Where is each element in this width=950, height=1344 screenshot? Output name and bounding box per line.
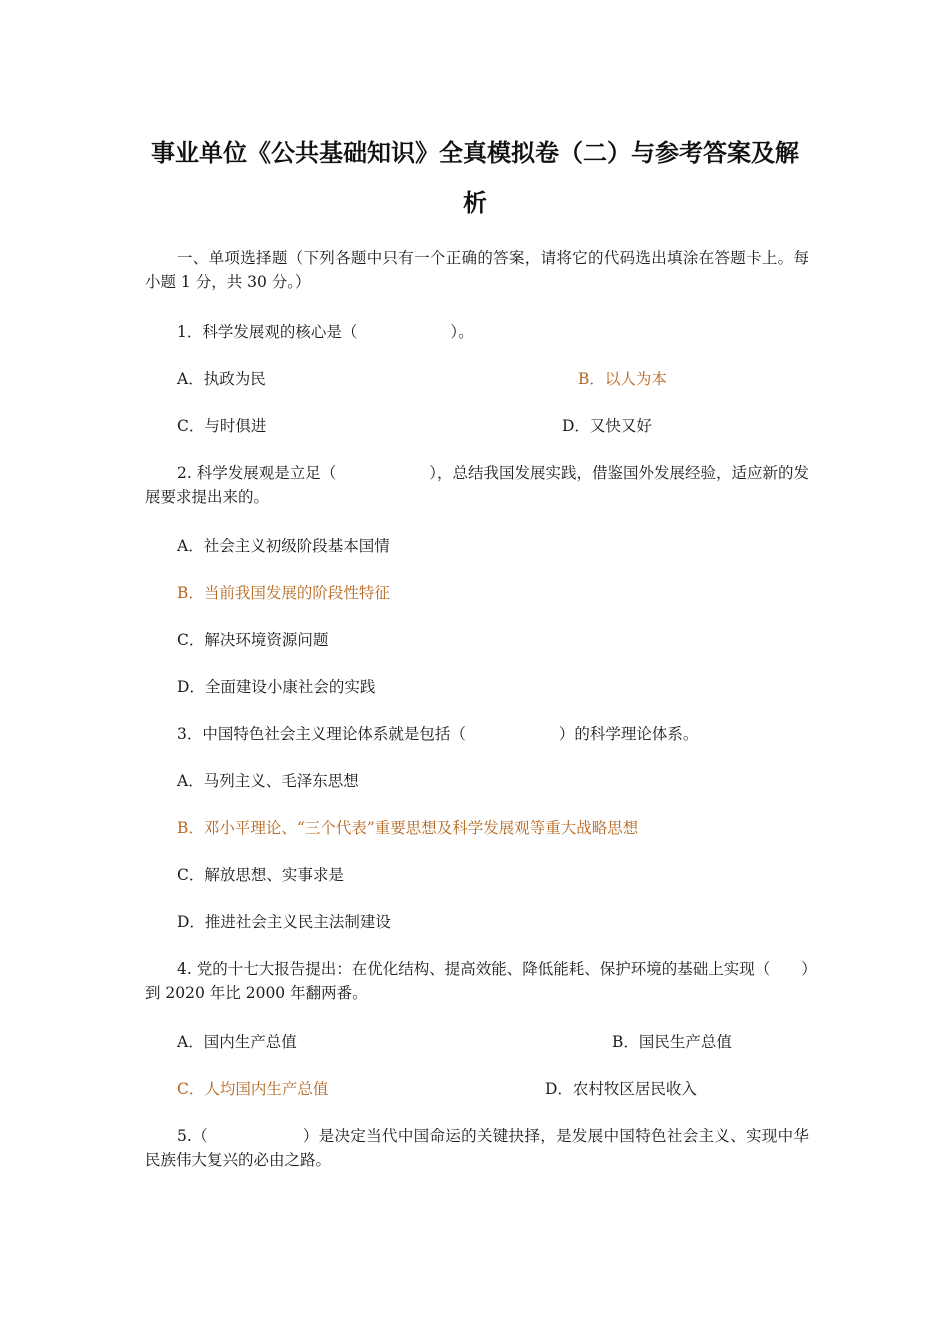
question-4-option-d: D．农村牧区居民收入: [545, 1080, 697, 1098]
question-1-option-a: A．执政为民: [177, 370, 266, 388]
question-3-option-a: A．马列主义、毛泽东思想: [177, 772, 359, 790]
page-title: [140, 128, 810, 228]
question-3-option-d: D．推进社会主义民主法制建设: [177, 913, 391, 931]
question-2-stem: 2. 科学发展观是立足（ ），总结我国发展实践，借鉴国外发展经验，适应新的发展要求提出来的。: [145, 464, 809, 506]
question-5-stem: 5.（ ）是决定当代中国命运的关键抉择，是发展中国特色社会主义、实现中华民族伟大复兴的必由之路。: [145, 1127, 809, 1169]
question-4-option-b: B．国民生产总值: [612, 1033, 732, 1051]
question-1-option-d: D．又快又好: [562, 417, 652, 435]
question-2-option-c: C．解决环境资源问题: [177, 631, 329, 649]
section-instructions: 一、单项选择题（下列各题中只有一个正确的答案，请将它的代码选出填涂在答题卡上。每小题 1 分，共 30 分。）: [145, 249, 809, 291]
question-2-option-a: A．社会主义初级阶段基本国情: [177, 537, 390, 555]
question-1-option-c: C．与时俱进: [177, 417, 267, 435]
title-line-1: 事业单位《公共基础知识》全真模拟卷（二）与参考答案及解: [151, 138, 799, 167]
question-3-option-c: C．解放思想、实事求是: [177, 866, 344, 884]
question-3-stem: 3．中国特色社会主义理论体系就是包括（ ）的科学理论体系。: [177, 725, 699, 743]
question-4-stem: 4. 党的十七大报告提出：在优化结构、提高效能、降低能耗、保护环境的基础上实现（ ）到 2020 年比 2000 年翻两番。: [145, 960, 809, 1002]
title-line-2: 析: [463, 188, 487, 217]
question-4-option-c: C．人均国内生产总值: [177, 1080, 329, 1098]
question-2-option-b: B．当前我国发展的阶段性特征: [177, 584, 390, 602]
question-1-option-b: B．以人为本: [578, 370, 667, 388]
question-3-option-b: B．邓小平理论、“三个代表”重要思想及科学发展观等重大战略思想: [177, 819, 639, 837]
question-2-option-d: D．全面建设小康社会的实践: [177, 678, 376, 696]
question-4-option-a: A．国内生产总值: [177, 1033, 297, 1051]
question-1-stem: 1．科学发展观的核心是（ ）。: [177, 323, 474, 341]
